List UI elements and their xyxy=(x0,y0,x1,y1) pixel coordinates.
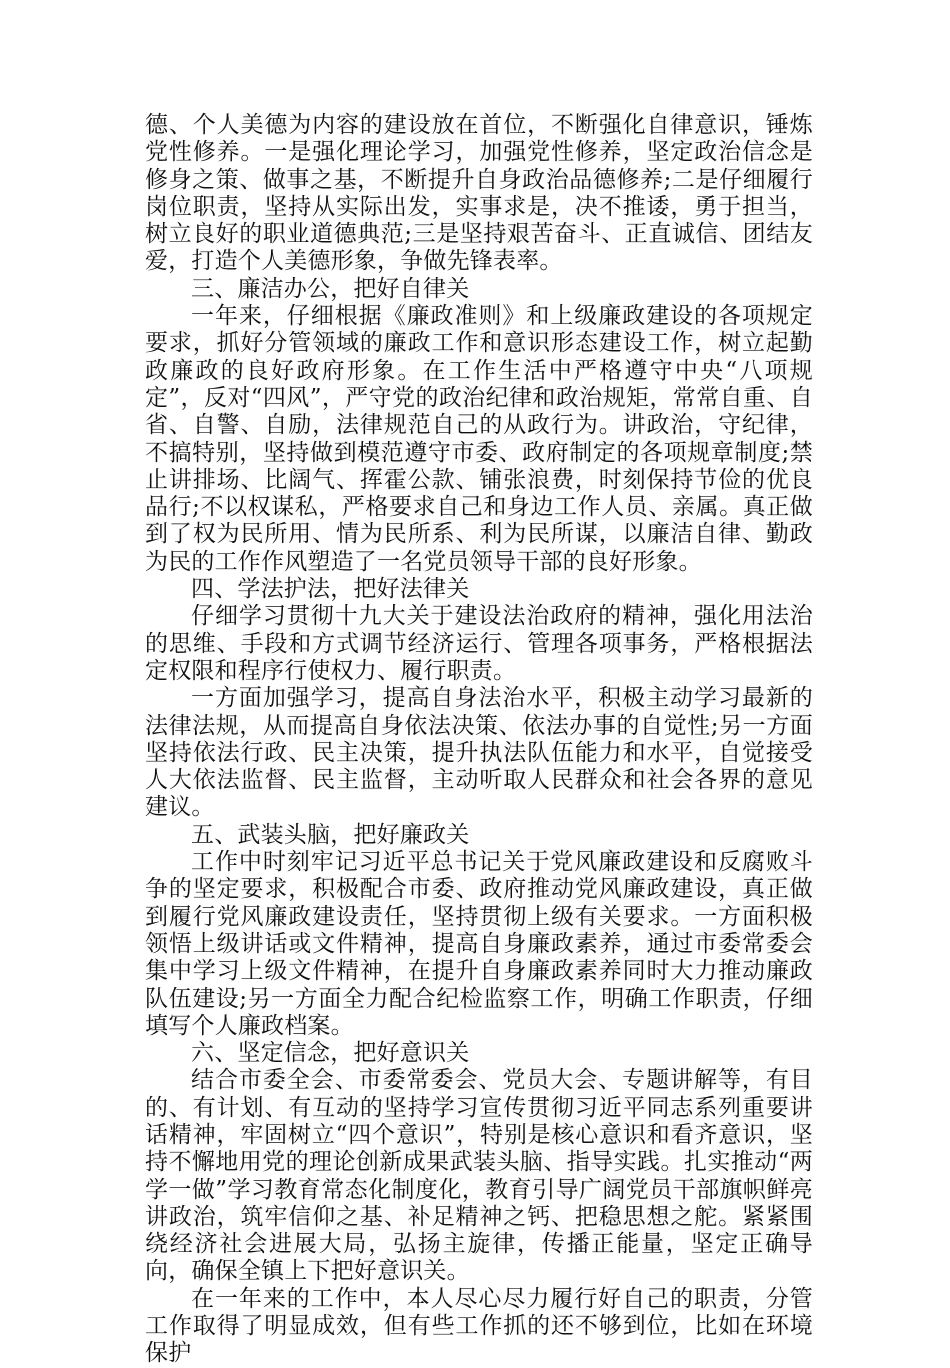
section-heading-3: 三、廉洁办公，把好自律关 xyxy=(191,275,470,302)
paragraph-body: 结合市委全会、市委常委会、党员大会、专题讲解等，有目的、有计划、有互动的坚持学习宣传贯彻习近平同志系列重要讲话精神，牢固树立“四个意识”，特别是核心意识和看齐意识，坚持不懈地用党的理论创新成果武装头脑、指导实践。扎实推动“两学一做”学习教育常态化制度化，教育引导广阔党员干部旗帜鲜亮讲政治，筑牢信仰之基、补足精神之钙、把稳思想之舵。紧紧围绕经济社会进展大局，弘扬主旋律，传播正能量，坚定正确导向，确保全镇上下把好意识关。 xyxy=(145,1067,813,1285)
paragraph-body: 一方面加强学习，提高自身法治水平，积极主动学习最新的法律法规，从而提高自身依法决策、依法办事的自觉性;另一方面坚持依法行政、民主决策，提升执法队伍能力和水平，自觉接受人大依法监督、民主监督，主动听取人民群众和社会各界的意见建议。 xyxy=(145,685,813,821)
paragraph-body: 仔细学习贯彻十九大关于建设法治政府的精神，强化用法治的思维、手段和方式调节经济运行、管理各项事务，严格根据法定权限和程序行使权力、履行职责。 xyxy=(145,603,813,684)
paragraph-body: 一年来，仔细根据《廉政准则》和上级廉政建设的各项规定要求，抓好分管领域的廉政工作和意识形态建设工作，树立起勤政廉政的良好政府形象。在工作生活中严格遵守中央“八项规定”，反对“四风”，严守党的政治纪律和政治规矩，常常自重、自省、自警、自励，法律规范自己的从政行为。讲政治，守纪律，不搞特别，坚持做到模范遵守市委、政府制定的各项规章制度;禁止讲排场、比阔气、挥霍公款、铺张浪费，时刻保持节俭的优良品行;不以权谋私，严格要求自己和身边工作人员、亲属。真正做到了权为民所用、情为民所系、利为民所谋，以廉洁自律、勤政为民的工作作风塑造了一名党员领导干部的良好形象。 xyxy=(145,303,813,575)
paragraph-body: 在一年来的工作中，本人尽心尽力履行好自己的职责，分管工作取得了明显成效，但有些工作抓的还不够到位，比如在环境保护 xyxy=(145,1285,813,1367)
document-page xyxy=(145,112,813,1368)
paragraph-continuation: 德、个人美德为内容的建设放在首位，不断强化自律意识，锤炼党性修养。一是强化理论学习，加强党性修养，坚定政治信念是修身之策、做事之基，不断提升自身政治品德修养;二是仔细履行岗位职责，坚持从实际出发，实事求是，决不推诿，勇于担当，树立良好的职业道德典范;三是坚持艰苦奋斗、正直诚信、团结友爱，打造个人美德形象，争做先锋表率。 xyxy=(145,112,813,275)
section-heading-4: 四、学法护法，把好法律关 xyxy=(191,576,470,603)
section-heading-6: 六、坚定信念，把好意识关 xyxy=(191,1040,470,1067)
section-heading-5: 五、武装头脑，把好廉政关 xyxy=(191,821,470,848)
paragraph-body: 工作中时刻牢记习近平总书记关于党风廉政建设和反腐败斗争的坚定要求，积极配合市委、政府推动党风廉政建设，真正做到履行党风廉政建设责任，坚持贯彻上级有关要求。一方面积极领悟上级讲话或文件精神，提高自身廉政素养，通过市委常委会集中学习上级文件精神，在提升自身廉政素养同时大力推动廉政队伍建设;另一方面全力配合纪检监察工作，明确工作职责，仔细填写个人廉政档案。 xyxy=(145,849,813,1039)
